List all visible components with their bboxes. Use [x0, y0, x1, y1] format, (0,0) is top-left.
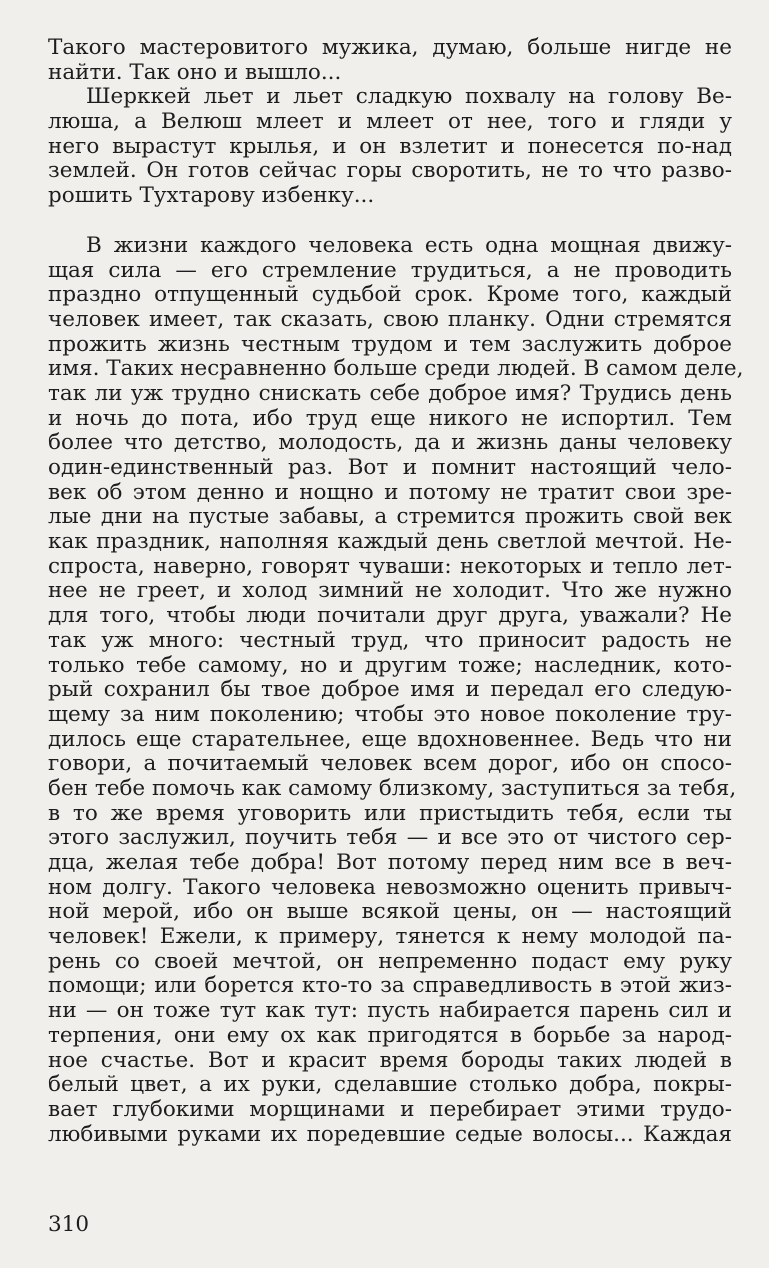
text-line: белый цвет, а их руки, сделавшие столько добра, покры- [48, 1072, 732, 1098]
text-line: спроста, наверно, говорят чуваши: некоторых и тепло лет- [48, 553, 732, 579]
text-line: Такого мастеровитого мужика, думаю, больше нигде не [48, 35, 732, 60]
paragraph-1 [48, 36, 732, 85]
text-line: рошить Тухтарову избенку... [48, 183, 375, 209]
page-text [48, 35, 744, 1147]
text-line: бен тебе помочь как самому близкому, заступиться за тебя, [48, 775, 737, 801]
text-line: помощи; или борется кто-то за справедливость в этой жиз- [48, 973, 732, 999]
text-line: люша, а Велюш млеет и млеет от нее, того и гляди у [48, 109, 732, 135]
text-line: только тебе самому, но и другим тоже; наследник, кото- [48, 652, 732, 678]
text-line: так ли уж трудно снискать себе доброе имя? Трудись день [48, 380, 732, 406]
text-line: землей. Он готов сейчас горы своротить, не то что разво- [48, 158, 732, 184]
text-line: так уж много: честный труд, что приносит радость не [48, 627, 732, 653]
text-line: рый сохранил бы твое доброе имя и передал его следую- [48, 677, 732, 703]
text-line: ное счастье. Вот и красит время бороды таких людей в [48, 1047, 732, 1073]
text-line: ни — он тоже тут как тут: пусть набирается парень сил и [48, 998, 732, 1024]
text-line: дилось еще старательнее, еще вдохновеннее. Ведь что ни [48, 726, 732, 752]
paragraph-3 [48, 232, 744, 1147]
text-line: лые дни на пустые забавы, а стремится прожить свой век [48, 504, 732, 530]
text-line: нее не греет, и холод зимний не холодит. Что же нужно [48, 578, 732, 604]
text-line: век об этом денно и нощно и потому не тратит свои зре- [48, 479, 732, 505]
text-line: в то же время уговорить или пристыдить тебя, если ты [48, 800, 732, 826]
text-line: имя. Таких несравненно больше среди людей. В самом деле, [48, 356, 744, 382]
text-line: найти. Так оно и вышло... [48, 59, 342, 85]
text-line: для того, чтобы люди почитали друг друга, уважали? Не [48, 603, 732, 629]
text-line: один-единственный раз. Вот и помнит настоящий чело- [48, 455, 732, 480]
text-line: терпения, они ему ох как пригодятся в борьбе за народ- [48, 1022, 732, 1048]
text-line: и ночь до пота, ибо труд еще никого не испортил. Тем [48, 405, 732, 431]
text-line: Шерккей льет и льет сладкую похвалу на голову Ве- [86, 84, 732, 110]
text-line: как праздник, наполняя каждый день светлой мечтой. Не- [48, 529, 732, 555]
text-line: человек имеет, так сказать, свою планку. Одни стремятся [48, 306, 732, 332]
text-line: говори, а почитаемый человек всем дорог, ибо он спосо- [48, 751, 732, 777]
text-line: праздно отпущенный судьбой срок. Кроме того, каждый [48, 282, 732, 308]
text-line: рень со своей мечтой, он непременно подаст ему руку [48, 948, 732, 974]
text-line: вает глубокими морщинами и перебирает этими трудо- [48, 1096, 732, 1122]
text-line: щему за ним поколению; чтобы это новое поколение тру- [48, 701, 732, 727]
text-line: человек! Ежели, к примеру, тянется к нему молодой па- [48, 924, 732, 950]
text-line: прожить жизнь честным трудом и тем заслужить доброе [48, 331, 732, 357]
text-line: более что детство, молодость, да и жизнь даны человеку [48, 430, 732, 456]
page-number: 310 [48, 1212, 90, 1237]
text-line: него вырастут крылья, и он взлетит и понесется по-над [48, 133, 732, 159]
text-line: дца, желая тебе добра! Вот потому перед ним все в веч- [48, 850, 732, 875]
text-line: В жизни каждого человека есть одна мощная движу- [86, 232, 732, 258]
text-line: ной мерой, ибо он выше всякой цены, он — настоящий [48, 899, 732, 925]
text-line: любивыми руками их поредевшие седые волосы... Каждая [48, 1121, 732, 1147]
paragraph-gap [48, 209, 732, 234]
paragraph-2 [48, 85, 732, 208]
text-line: щая сила — его стремление трудиться, а не проводить [48, 257, 732, 283]
text-line: ном долгу. Такого человека невозможно оценить привыч- [48, 874, 732, 900]
text-line: этого заслужил, поучить тебя — и все это от чистого сер- [48, 825, 732, 851]
